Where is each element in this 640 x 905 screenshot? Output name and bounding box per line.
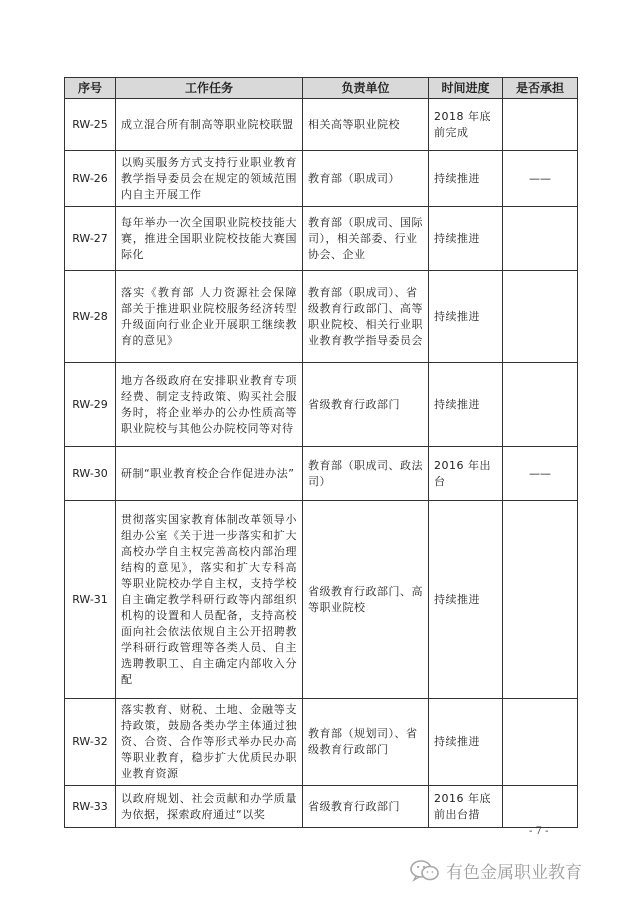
row-unit: 省级教育行政部门	[303, 786, 429, 828]
row-time: 2018 年底前完成	[429, 99, 503, 151]
row-commit	[503, 501, 578, 699]
row-commit: ——	[503, 151, 578, 207]
row-task: 以政府规划、社会贡献和办学质量为依据，探索政府通过“以奖	[116, 786, 303, 828]
table-row	[65, 271, 578, 363]
watermark	[410, 858, 582, 883]
row-commit	[503, 699, 578, 786]
row-time: 持续推进	[429, 501, 503, 699]
row-commit	[503, 786, 578, 828]
row-id: RW-33	[65, 786, 116, 828]
row-task: 落实《教育部 人力资源社会保障部关于推进职业院校服务经济转型升级面向行业企业开展职工继续教育的意见》	[116, 271, 303, 363]
header-id: 序号	[65, 78, 116, 99]
row-time: 持续推进	[429, 363, 503, 447]
row-id: RW-27	[65, 207, 116, 271]
row-commit	[503, 363, 578, 447]
row-task: 贯彻落实国家教育体制改革领导小组办公室《关于进一步落实和扩大高校办学自主权完善高校内部治理结构的意见》，落实和扩大专科高等职业院校办学自主权，支持学校自主确定教学科研行政等内部组织机构的设置和人员配备，支持高校面向社会依法依规自主公开招聘教学科研行政管理等各类人员、自主选聘教职工、自主确定内部收入分配	[116, 501, 303, 699]
row-task: 每年举办一次全国职业院校技能大赛，推进全国职业院校技能大赛国际化	[116, 207, 303, 271]
row-commit: ——	[503, 447, 578, 501]
row-time: 持续推进	[429, 151, 503, 207]
header-unit: 负责单位	[303, 78, 429, 99]
row-time: 持续推进	[429, 207, 503, 271]
header-commit: 是否承担	[503, 78, 578, 99]
row-task: 落实教育、财税、土地、金融等支持政策，鼓励各类办学主体通过独资、合资、合作等形式举办民办高等职业教育，稳步扩大优质民办职业教育资源	[116, 699, 303, 786]
task-table	[64, 77, 578, 828]
page-number: - 7 -	[529, 826, 549, 837]
row-task: 地方各级政府在安排职业教育专项经费、制定支持政策、购买社会服务时，将企业举办的公办性质高等职业院校与其他公办院校同等对待	[116, 363, 303, 447]
row-commit	[503, 99, 578, 151]
header-task: 工作任务	[116, 78, 303, 99]
row-time: 2016 年出台	[429, 447, 503, 501]
row-time: 持续推进	[429, 271, 503, 363]
row-unit: 教育部（职成司）	[303, 151, 429, 207]
row-id: RW-32	[65, 699, 116, 786]
table-row	[65, 151, 578, 207]
row-unit: 教育部（职成司）、省级教育行政部门、高等职业院校、相关行业职业教育教学指导委员会	[303, 271, 429, 363]
table-row	[65, 501, 578, 699]
row-time: 2016 年底前出台措	[429, 786, 503, 828]
row-commit	[503, 207, 578, 271]
row-task: 以购买服务方式支持行业职业教育教学指导委员会在规定的领域范围内自主开展工作	[116, 151, 303, 207]
row-id: RW-29	[65, 363, 116, 447]
row-unit: 教育部（规划司）、省级教育行政部门	[303, 699, 429, 786]
row-time: 持续推进	[429, 699, 503, 786]
row-unit: 相关高等职业院校	[303, 99, 429, 151]
row-task: 成立混合所有制高等职业院校联盟	[116, 99, 303, 151]
row-unit: 教育部（职成司、国际司），相关部委、行业协会、企业	[303, 207, 429, 271]
row-unit: 教育部（职成司、政法司）	[303, 447, 429, 501]
table-row	[65, 786, 578, 828]
watermark-text: 有色金属职业教育	[446, 863, 582, 883]
row-commit	[503, 271, 578, 363]
table-row	[65, 207, 578, 271]
table-header-row	[65, 78, 578, 99]
row-id: RW-31	[65, 501, 116, 699]
wechat-logo-icon	[410, 859, 440, 883]
row-id: RW-25	[65, 99, 116, 151]
row-unit: 省级教育行政部门	[303, 363, 429, 447]
table-row	[65, 363, 578, 447]
row-id: RW-26	[65, 151, 116, 207]
table-row	[65, 99, 578, 151]
table-row	[65, 699, 578, 786]
row-id: RW-28	[65, 271, 116, 363]
header-time: 时间进度	[429, 78, 503, 99]
table-row	[65, 447, 578, 501]
row-unit: 省级教育行政部门、高等职业院校	[303, 501, 429, 699]
row-task: 研制“职业教育校企合作促进办法”	[116, 447, 303, 501]
row-id: RW-30	[65, 447, 116, 501]
